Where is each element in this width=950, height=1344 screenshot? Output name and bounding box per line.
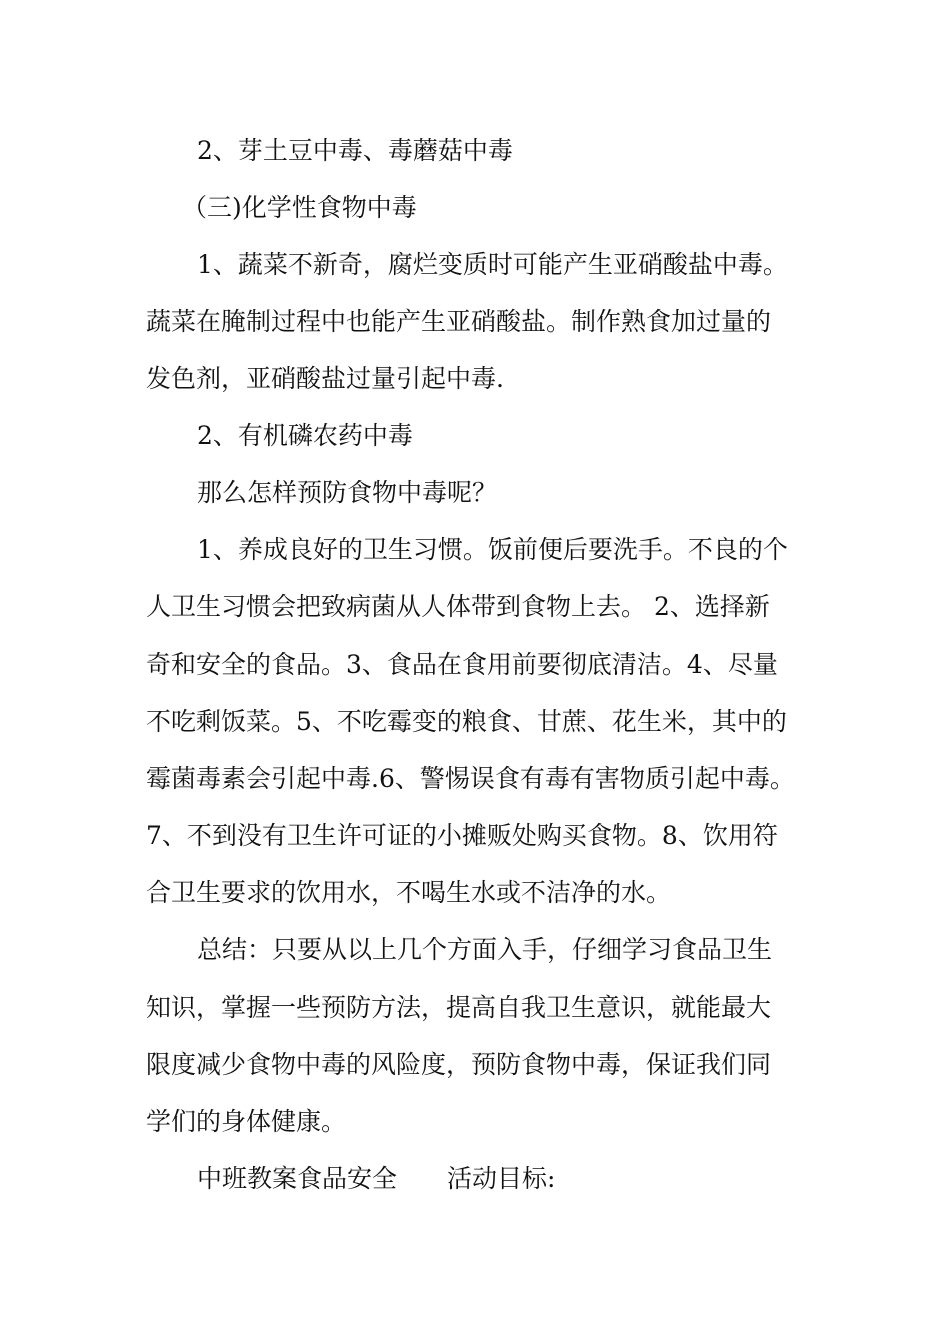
text-line: 2、有机磷农药中毒: [197, 421, 413, 450]
summary-line: 总结：只要从以上几个方面入手，仔细学习食品卫生: [197, 935, 773, 964]
text-line: 人卫生习惯会把致病菌从人体带到食物上去。 2、选择新: [146, 592, 770, 621]
text-line: 发色剂，亚硝酸盐过量引起中毒.: [146, 364, 504, 393]
text-line: 7、不到没有卫生许可证的小摊贩处购买食物。8、饮用符: [146, 821, 778, 850]
lesson-plan-heading: 中班教案食品安全 活动目标:: [197, 1164, 556, 1193]
text-line: 霉菌毒素会引起中毒.6、警惕误食有毒有害物质引起中毒。: [146, 764, 795, 793]
text-line: 合卫生要求的饮用水，不喝生水或不洁净的水。: [146, 878, 672, 907]
text-line: 蔬菜在腌制过程中也能产生亚硝酸盐。制作熟食加过量的: [146, 307, 772, 336]
section-heading: （三)化学性食物中毒: [182, 193, 417, 222]
text-line: 限度减少食物中毒的风险度，预防食物中毒，保证我们同: [146, 1050, 772, 1079]
text-line: 不吃剩饭菜。5、不吃霉变的粮食、甘蔗、花生米，其中的: [146, 707, 787, 736]
text-line: 2、芽土豆中毒、毒蘑菇中毒: [197, 136, 513, 165]
text-line: 学们的身体健康。: [146, 1107, 347, 1136]
text-line: 奇和安全的食品。3、食品在食用前要彻底清洁。4、尽量: [146, 650, 778, 679]
question-line: 那么怎样预防食物中毒呢？: [197, 478, 498, 507]
text-line: 知识，掌握一些预防方法，提高自我卫生意识，就能最大: [146, 993, 772, 1022]
text-line: 1、养成良好的卫生习惯。饭前便后要洗手。不良的个: [197, 535, 788, 564]
text-line: 1、蔬菜不新奇，腐烂变质时可能产生亚硝酸盐中毒。: [197, 250, 788, 279]
